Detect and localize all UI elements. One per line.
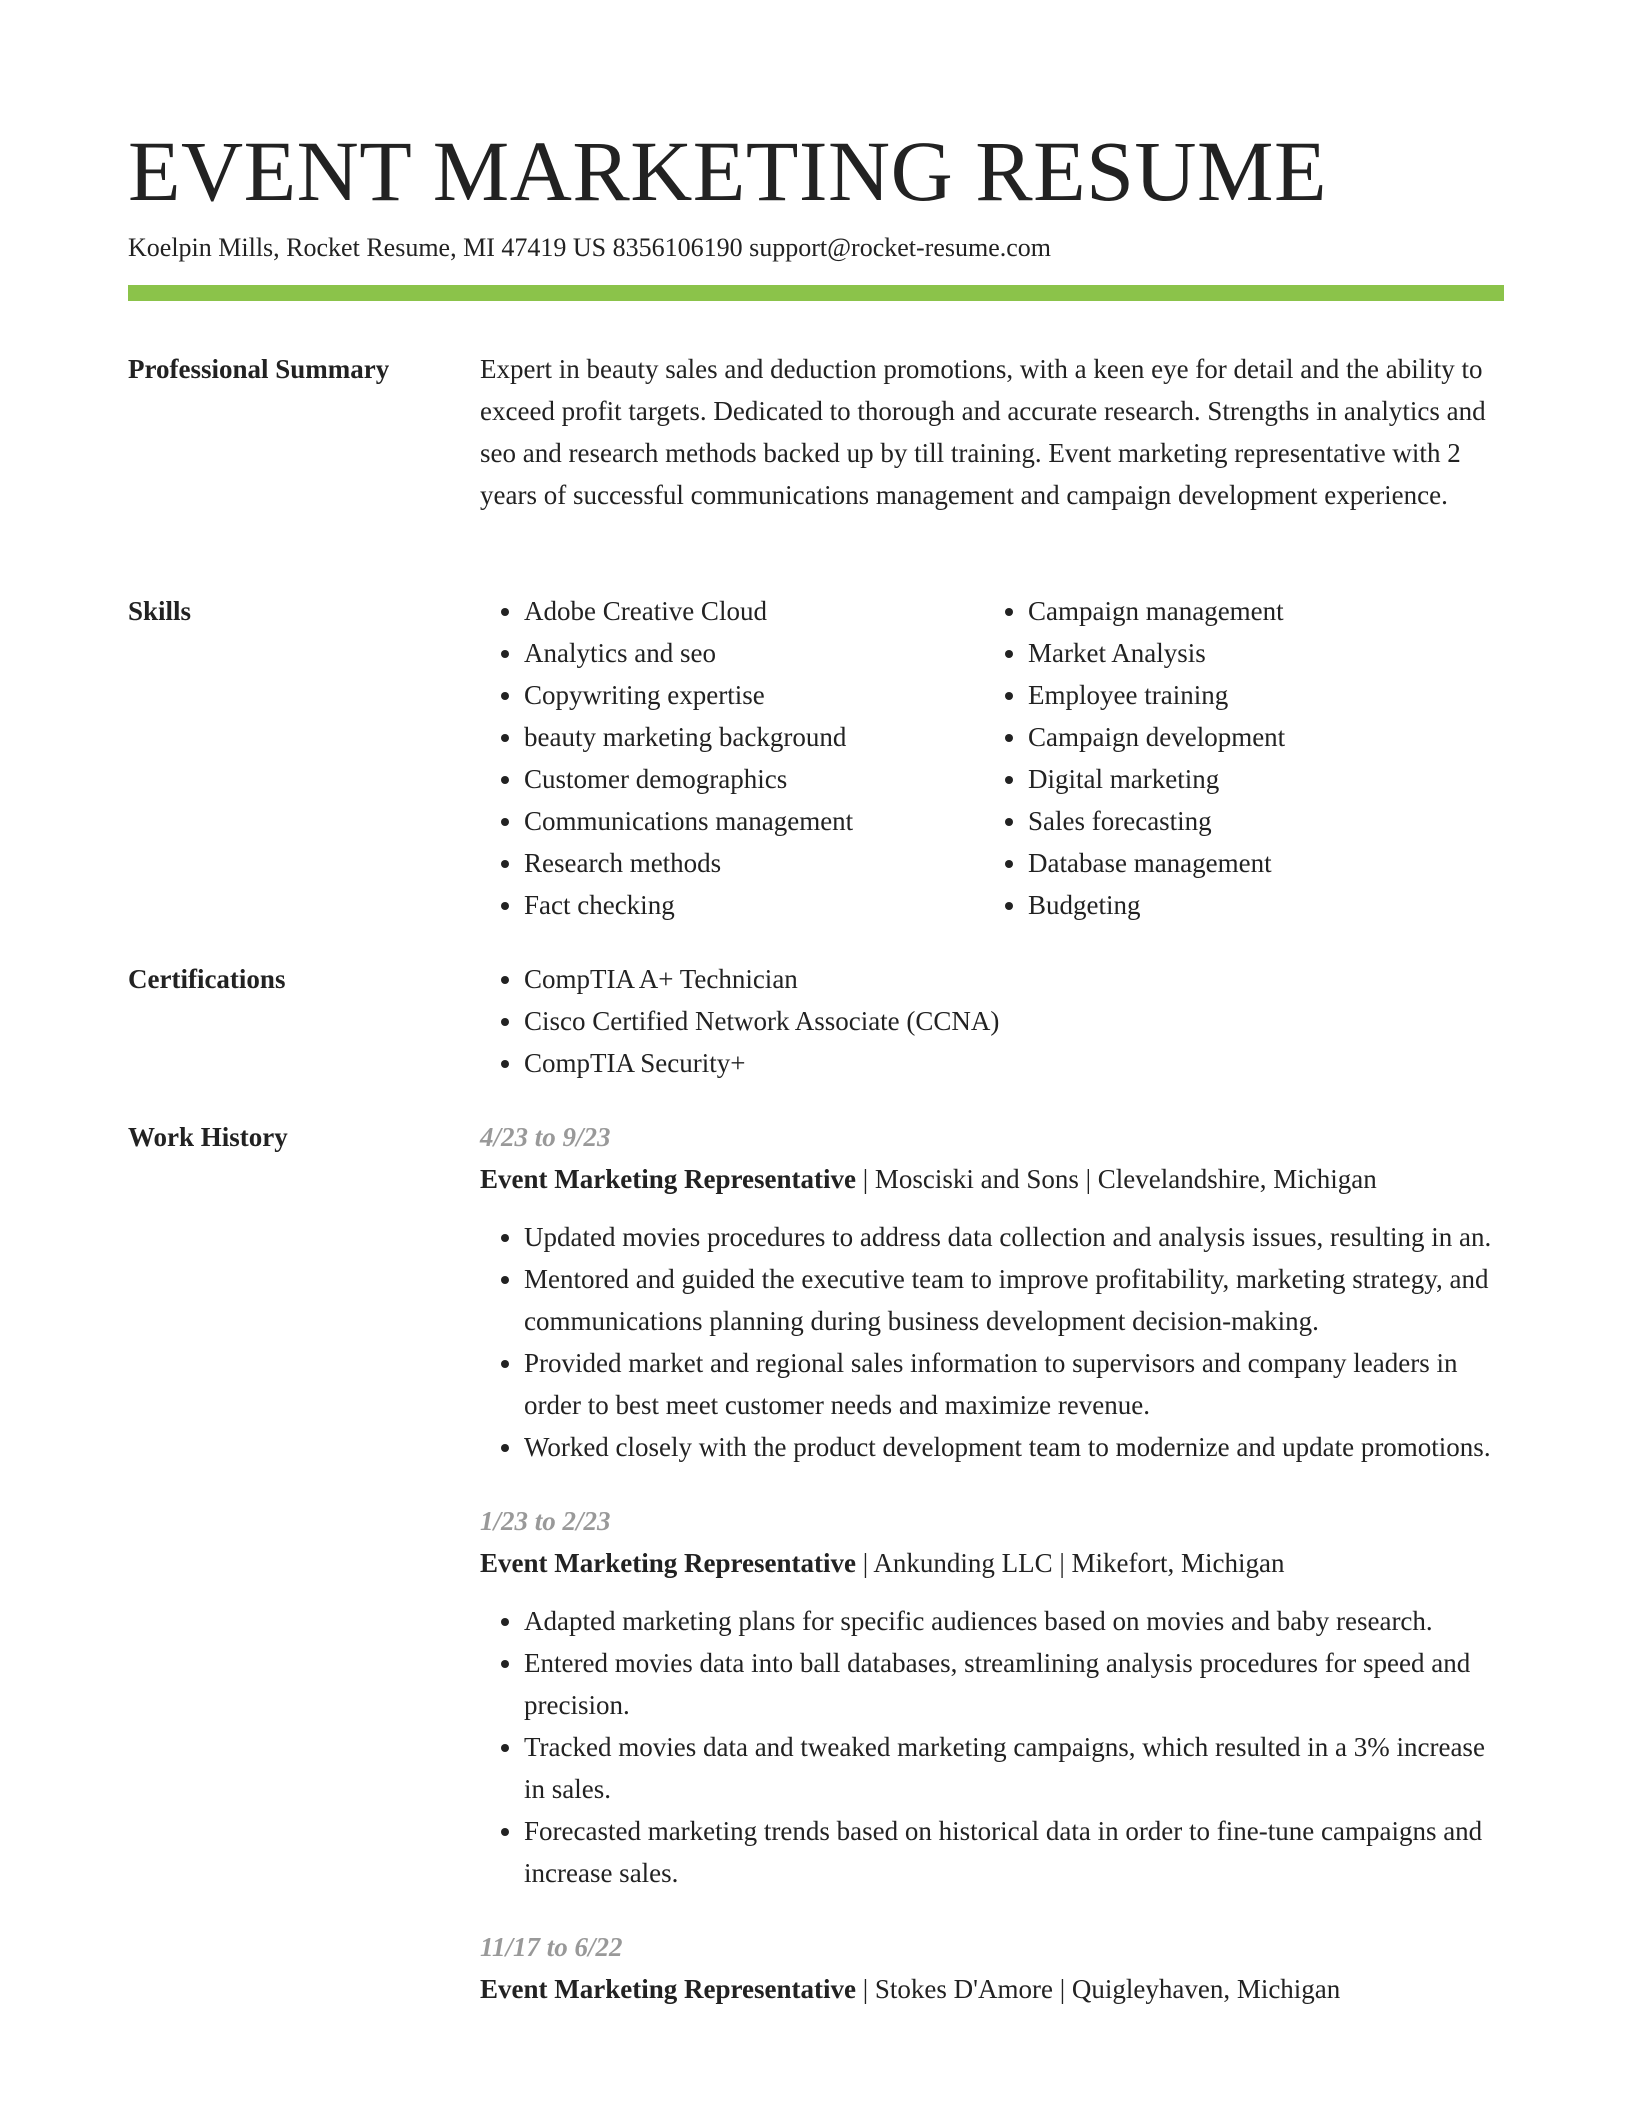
contact-line	[128, 230, 1051, 266]
separator	[1053, 1974, 1072, 2004]
work-history-heading: Work History	[128, 1122, 288, 1152]
job-header	[480, 1968, 1504, 2010]
skill-item: • Employee training	[1028, 674, 1488, 716]
skill-item: • Sales forecasting	[1028, 800, 1488, 842]
skills-heading: Skills	[128, 596, 192, 626]
job-dates: 11/17 to 6/22	[480, 1932, 623, 1962]
separator	[1053, 1548, 1072, 1578]
certification-item: • CompTIA Security+	[524, 1042, 1504, 1084]
contact-phone: 8356106190	[612, 233, 743, 262]
job-title: Event Marketing Representative	[480, 1548, 856, 1578]
job-company: Mosciski and Sons	[874, 1164, 1079, 1194]
job-entry	[480, 1116, 1504, 1468]
skill-item: • Copywriting expertise	[524, 674, 984, 716]
contact-address: Koelpin Mills, Rocket Resume, MI 47419 US	[128, 233, 607, 262]
skill-item: • Fact checking	[524, 884, 984, 926]
separator	[856, 1974, 875, 2004]
summary-text: Expert in beauty sales and deduction promotions, with a keen eye for detail and the ability to exceed profit targets. Dedicated to thorough and accurate research. Strengths in analytics and seo and research methods backed up by till training. Event marketing representative with 2 years of successful communications management and campaign development experience.	[480, 354, 1486, 510]
job-bullet: • Adapted marketing plans for specific audiences based on movies and baby research.	[524, 1600, 1504, 1642]
skill-item: • Digital marketing	[1028, 758, 1488, 800]
certification-item: • Cisco Certified Network Associate (CCNA)	[524, 1000, 1504, 1042]
skill-item: • Campaign development	[1028, 716, 1488, 758]
job-entry	[480, 1926, 1504, 2010]
skills-list-left	[480, 590, 984, 926]
skill-item: • Research methods	[524, 842, 984, 884]
job-bullet: • Updated movies procedures to address data collection and analysis issues, resulting in an.	[524, 1216, 1504, 1258]
skill-item: • Analytics and seo	[524, 632, 984, 674]
skill-item: • Database management	[1028, 842, 1488, 884]
job-dates: 1/23 to 2/23	[480, 1506, 611, 1536]
skill-item: • Customer demographics	[524, 758, 984, 800]
job-location: Mikefort, Michigan	[1071, 1548, 1285, 1578]
job-bullets	[480, 1216, 1504, 1468]
job-entry	[480, 1500, 1504, 1894]
job-header	[480, 1158, 1504, 1200]
skill-item: • Adobe Creative Cloud	[524, 590, 984, 632]
job-dates: 4/23 to 9/23	[480, 1122, 611, 1152]
job-bullet: • Tracked movies data and tweaked marketing campaigns, which resulted in a 3% increase in sales.	[524, 1726, 1504, 1810]
skills-list-right	[984, 590, 1488, 926]
job-location: Clevelandshire, Michigan	[1097, 1164, 1377, 1194]
certifications-heading: Certifications	[128, 964, 286, 994]
separator	[1079, 1164, 1098, 1194]
summary-heading: Professional Summary	[128, 354, 390, 384]
skill-item: • Campaign management	[1028, 590, 1488, 632]
separator	[856, 1548, 873, 1578]
job-bullet: • Mentored and guided the executive team to improve profitability, marketing strategy, and communications planning during business development decision-making.	[524, 1258, 1504, 1342]
job-header	[480, 1542, 1504, 1584]
contact-email[interactable]: support@rocket-resume.com	[749, 233, 1052, 262]
skill-item: • Budgeting	[1028, 884, 1488, 926]
job-company: Stokes D'Amore	[874, 1974, 1053, 2004]
job-company: Ankunding LLC	[873, 1548, 1053, 1578]
job-bullet: • Provided market and regional sales information to supervisors and company leaders in order to best meet customer needs and maximize revenue.	[524, 1342, 1504, 1426]
certifications-list	[480, 958, 1504, 1084]
resume-title: EVENT MARKETING RESUME	[128, 123, 1328, 219]
job-bullet: • Forecasted marketing trends based on historical data in order to fine-tune campaigns and increase sales.	[524, 1810, 1504, 1894]
header-divider	[128, 285, 1504, 301]
certification-item: • CompTIA A+ Technician	[524, 958, 1504, 1000]
job-bullet: • Worked closely with the product development team to modernize and update promotions.	[524, 1426, 1504, 1468]
job-bullets	[480, 1600, 1504, 1894]
skill-item: • Communications management	[524, 800, 984, 842]
job-location: Quigleyhaven, Michigan	[1071, 1974, 1341, 2004]
skill-item: • Market Analysis	[1028, 632, 1488, 674]
job-title: Event Marketing Representative	[480, 1974, 856, 2004]
job-bullet: • Entered movies data into ball databases, streamlining analysis procedures for speed and precision.	[524, 1642, 1504, 1726]
skill-item: • beauty marketing background	[524, 716, 984, 758]
separator	[856, 1164, 875, 1194]
job-title: Event Marketing Representative	[480, 1164, 856, 1194]
